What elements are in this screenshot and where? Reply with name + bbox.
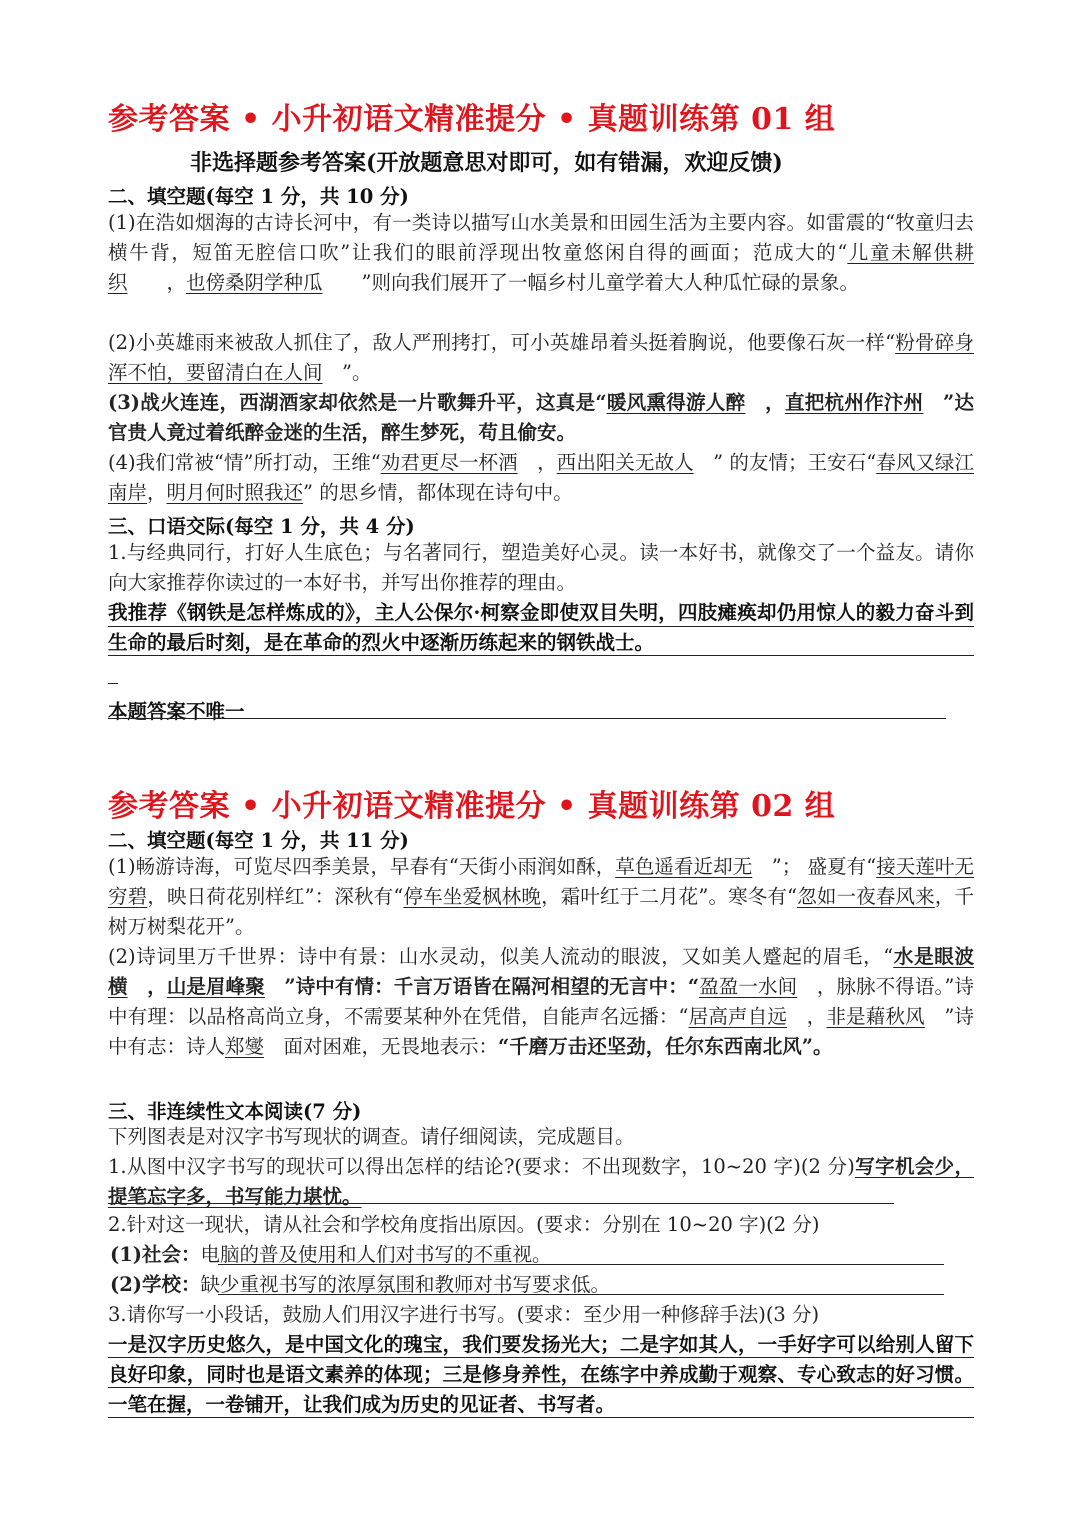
group-01-oral-heading: 三、口语交际(每空 1 分，共 4 分) xyxy=(108,515,415,538)
group-01-question-1: (1)在浩如烟海的古诗长河中，有一类诗以描写山水美景和田园生活为主要内容。如雷震的“牧童归去横牛背，短笛无腔信口吹”让我们的眼前浮现出牧童悠闲自得的画面；范成大的“儿童未解供耕织 ，也傍桑阴学种瓜 ”则向我们展开了一幅乡村儿童学着大人种瓜忙碌的景象。 xyxy=(108,211,974,294)
answer-line xyxy=(108,1357,974,1358)
answer-blank: 居高声自远 xyxy=(688,1005,788,1028)
answer-text: 写字机会少，提笔忘字多，书写能力堪忧。 xyxy=(108,1155,974,1208)
group-02-reading-q3: 3.请你写一小段话，鼓励人们用汉字进行书写。(要求：至少用一种修辞手法)(3 分) xyxy=(108,1303,820,1326)
answer-line xyxy=(108,655,974,656)
answer-blank: 劝君更尽一杯酒 xyxy=(380,451,518,474)
answer-blank: 忽如一夜春风来 xyxy=(797,885,935,908)
answer-blank: 直把杭州作汴州 xyxy=(784,391,924,414)
group-02-question-1: (1)畅游诗海，可览尽四季美景，早春有“天街小雨润如酥，草色遥看近却无 ”； 盛夏有“接天莲叶无穷碧，映日荷花别样红”：深秋有“停车坐爱枫林晚，霜叶红于二月花”。寒冬有“忽如一夜春风来，千树万树梨花开”。 xyxy=(108,855,974,938)
answer-blank: 盈盈一水间 xyxy=(699,975,798,998)
answer-line xyxy=(108,718,946,719)
group-02-reading-q3-answer: 一是汉字历史悠久，是中国文化的瑰宝，我们要发扬光大；二是字如其人，一手好字可以给别人留下良好印象，同时也是语文素养的体现；三是修身养性，在练字中养成勤于观察、专心致志的好习惯。一笔在握，一卷铺开，让我们成为历史的见证者、书写者。 xyxy=(108,1333,974,1416)
answer-blank: 也傍桑阴学种瓜 xyxy=(186,271,323,294)
answer-blank: 粉骨碎身浑不怕 xyxy=(108,331,974,384)
answer-blank: 郑燮 xyxy=(225,1035,265,1058)
group-01-fill-heading: 二、填空题(每空 1 分，共 10 分) xyxy=(108,185,409,208)
group-01-question-4: (4)我们常被“情”所打动，王维“劝君更尽一杯酒 ，西出阳关无故人 ” 的友情；王安石“春风又绿江南岸，明月何时照我还” 的思乡情，都体现在诗句中。 xyxy=(108,451,974,504)
answer-blank: ，要留清白在人间 xyxy=(166,361,323,384)
group-01-subtitle: 非选择题参考答案(开放题意思对即可，如有错漏，欢迎反馈) xyxy=(190,150,783,176)
group-02-reading-intro: 下列图表是对汉字书写现状的调查。请仔细阅读，完成题目。 xyxy=(108,1125,635,1148)
answer-line xyxy=(108,683,118,684)
answer-blank: 停车坐爱枫林晚 xyxy=(403,885,542,908)
group-02-reading-heading: 三、非连续性文本阅读(7 分) xyxy=(108,1100,362,1123)
group-02-fill-heading: 二、填空题(每空 1 分，共 11 分) xyxy=(108,829,409,852)
group-02-reading-q1: 1.从图中汉字书写的现状可以得出怎样的结论?(要求：不出现数字，10~20 字)(2 分)写字机会少，提笔忘字多，书写能力堪忧。 xyxy=(108,1155,974,1208)
answer-line xyxy=(218,1294,944,1295)
group-01-question-3: (3)战火连连，西湖酒家却依然是一片歌舞升平，这真是“暖风熏得游人醉 ，直把杭州作汴州 ”达官贵人竟过着纸醉金迷的生活，醉生梦死，苟且偷安。 xyxy=(108,391,974,444)
group-01-question-2: (2)小英雄雨来被敌人抓住了，敌人严刑拷打，可小英雄昂着头挺着胸说，他要像石灰一样“粉骨碎身浑不怕，要留清白在人间 ”。 xyxy=(108,331,974,384)
answer-line xyxy=(108,1387,974,1388)
answer-line xyxy=(108,1417,974,1418)
answer-blank: 接天莲叶无穷碧 xyxy=(108,855,974,908)
group-02-reading-q2-answer-2: (2)学校：缺少重视书写的浓厚氛围和教师对书写要求低。 xyxy=(110,1273,611,1296)
group-02-reading-q2: 2.针对这一现状，请从社会和学校角度指出原因。(要求：分别在 10~20 字)(2 分) xyxy=(108,1213,820,1236)
answer-blank: 儿童未解供耕织 xyxy=(108,241,974,294)
answer-blank: 山是眉峰聚 xyxy=(166,975,265,998)
group-01-title: 参考答案 • 小升初语文精准提分 • 真题训练第 01 组 xyxy=(108,102,836,137)
answer-blank: 水是眼波横 xyxy=(108,945,974,998)
group-02-reading-q2-answer-1: (1)社会：电脑的普及使用和人们对书写的不重视。 xyxy=(110,1243,552,1266)
group-02-question-2: (2)诗词里万千世界：诗中有景：山水灵动，似美人流动的眼波，又如美人蹙起的眉毛，“水是眼波横 ，山是眉峰聚 ”诗中有情：千言万语皆在隔河相望的无言中：“盈盈一水间 ，脉脉不得语。”诗中有理：以品格高尚立身，不需要某种外在凭借，自能声名远播：“居高声自远 ，非是藉秋风 ”诗中有志：诗人郑燮 面对困难，无畏地表示：“千磨万击还坚劲，任尔东西南北风”。 xyxy=(108,945,974,1058)
answer-line xyxy=(218,1264,944,1265)
answer-blank: 草色遥看近却无 xyxy=(615,855,753,878)
answer-line xyxy=(108,1203,894,1204)
answer-blank: 非是藉秋风 xyxy=(826,1005,925,1028)
group-01-oral-note: 本题答案不唯一 xyxy=(108,700,245,723)
group-01-oral-answer: 我推荐《钢铁是怎样炼成的》，主人公保尔·柯察金即使双目失明，四肢瘫痪却仍用惊人的毅力奋斗到生命的最后时刻，是在革命的烈火中逐渐历练起来的钢铁战士。 xyxy=(108,601,974,654)
group-01-oral-question: 1.与经典同行，打好人生底色；与名著同行，塑造美好心灵。读一本好书，就像交了一个益友。请你向大家推荐你读过的一本好书，并写出你推荐的理由。 xyxy=(108,541,974,594)
group-02-title: 参考答案 • 小升初语文精准提分 • 真题训练第 02 组 xyxy=(108,789,836,824)
answer-line xyxy=(108,626,974,627)
answer-blank: 明月何时照我还 xyxy=(166,481,304,504)
answer-blank: 春风又绿江南岸 xyxy=(108,451,974,504)
answer-blank: 暖风熏得游人醉 xyxy=(606,391,746,414)
answer-blank: 西出阳关无故人 xyxy=(556,451,694,474)
